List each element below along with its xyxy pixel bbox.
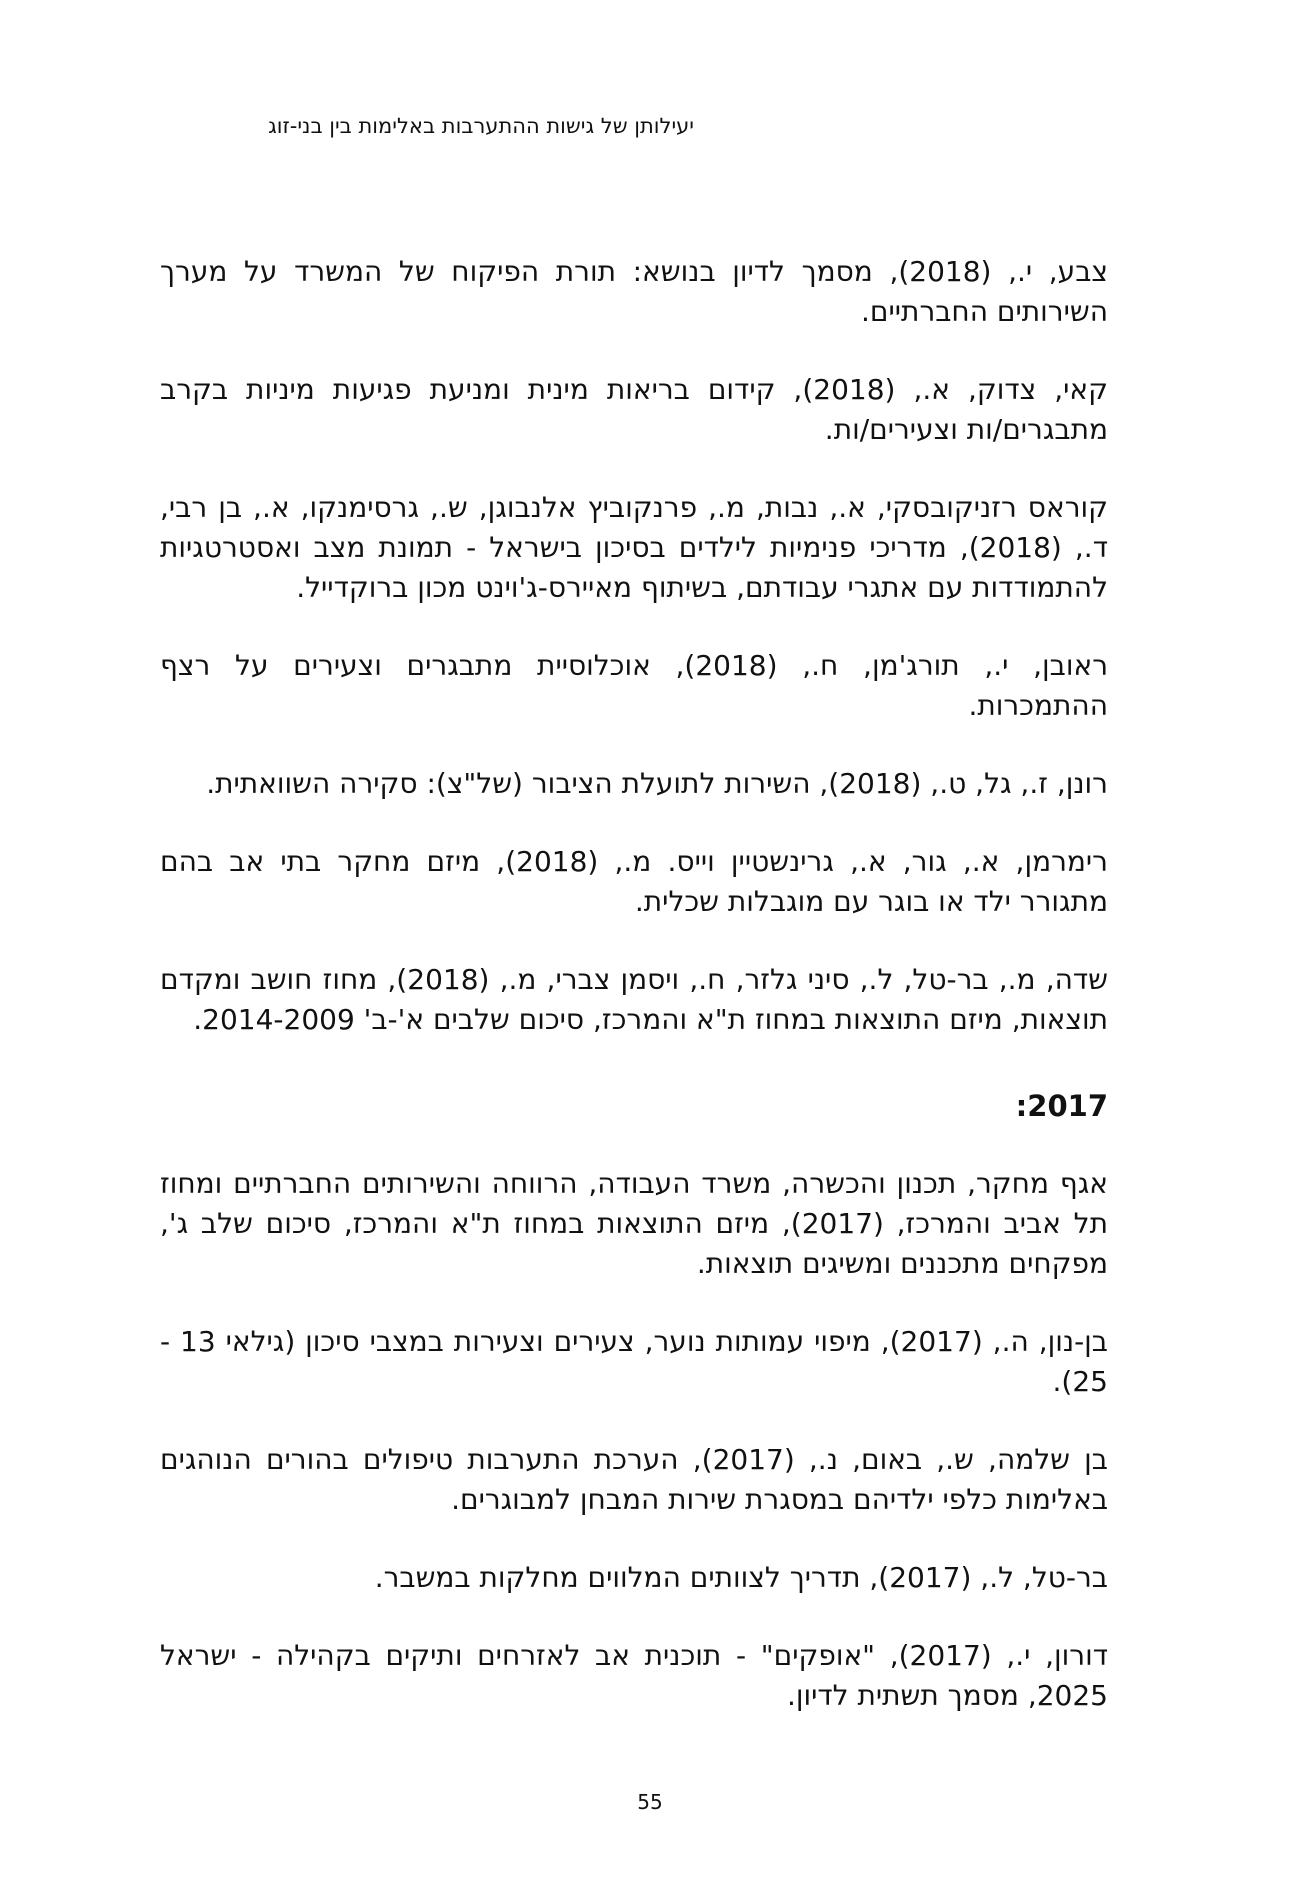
reference-entry: רימרמן, א., גור, א., גרינשטיין וייס. מ., (2018), מיזם מחקר בתי אב בהם מתגורר ילד או בוגר עם מוגבלות שכלית. — [160, 845, 1108, 918]
running-header: יעילותן של גישות ההתערבות באלימות בין בני-זוג — [268, 114, 694, 138]
year-heading: 2017: — [1015, 1089, 1108, 1123]
reference-entry: קוראס רזניקובסקי, א., נבות, מ., פרנקוביץ אלנבוגן, ש., גרסימנקו, א., בן רבי, ד., (2018), מדריכי פנימיות לילדים בסיכון בישראל - תמונת מצב ואסטרטגיות להתמודדות עם אתגרי עבודתם, בשיתוף מאיירס-ג'וינט מכון ברוקדייל. — [160, 491, 1108, 604]
reference-entry: קאי, צדוק, א., (2018), קידום בריאות מינית ומניעת פגיעות מיניות בקרב מתבגרים/ות וצעירים/ות. — [160, 373, 1108, 446]
reference-entry: בן-נון, ה., (2017), מיפוי עמותות נוער, צעירים וצעירות במצבי סיכון (גילאי 13 - 25). — [160, 1325, 1108, 1398]
reference-entry: אגף מחקר, תכנון והכשרה, משרד העבודה, הרווחה והשירותים החברתיים ומחוז תל אביב והמרכז, (2017), מיזם התוצאות במחוז ת"א והמרכז, סיכום שלב ג', מפקחים מתכננים ומשיגים תוצאות. — [160, 1167, 1108, 1280]
page-number: 55 — [637, 1790, 663, 1814]
reference-entry: צבע, י., (2018), מסמך לדיון בנושא: תורת הפיקוח של המשרד על מערך השירותים החברתיים. — [160, 255, 1109, 328]
reference-entry: רונן, ז., גל, ט., (2018), השירות לתועלת הציבור (של"צ): סקירה השוואתית. — [206, 767, 1108, 800]
references-list — [160, 252, 1108, 1716]
reference-entry: דורון, י., (2017), "אופקים" - תוכנית אב לאזרחים ותיקים בקהילה - ישראל 2025, מסמך תשתית לדיון. — [160, 1639, 1108, 1712]
reference-entry: בן שלמה, ש., באום, נ., (2017), הערכת התערבות טיפולים בהורים הנוהגים באלימות כלפי ילדיהם במסגרת שירות המבחן למבוגרים. — [160, 1443, 1108, 1516]
reference-entry: שדה, מ., בר-טל, ל., סיני גלזר, ח., ויסמן צברי, מ., (2018), מחוז חושב ומקדם תוצאות, מיזם התוצאות במחוז ת"א והמרכז, סיכום שלבים א'-ב' 2014-2009. — [160, 963, 1109, 1036]
reference-entry: ראובן, י., תורג'מן, ח., (2018), אוכלוסיית מתבגרים וצעירים על רצף ההתמכרות. — [160, 649, 1108, 722]
reference-entry: בר-טל, ל., (2017), תדריך לצוותים המלווים מחלקות במשבר. — [374, 1561, 1108, 1594]
